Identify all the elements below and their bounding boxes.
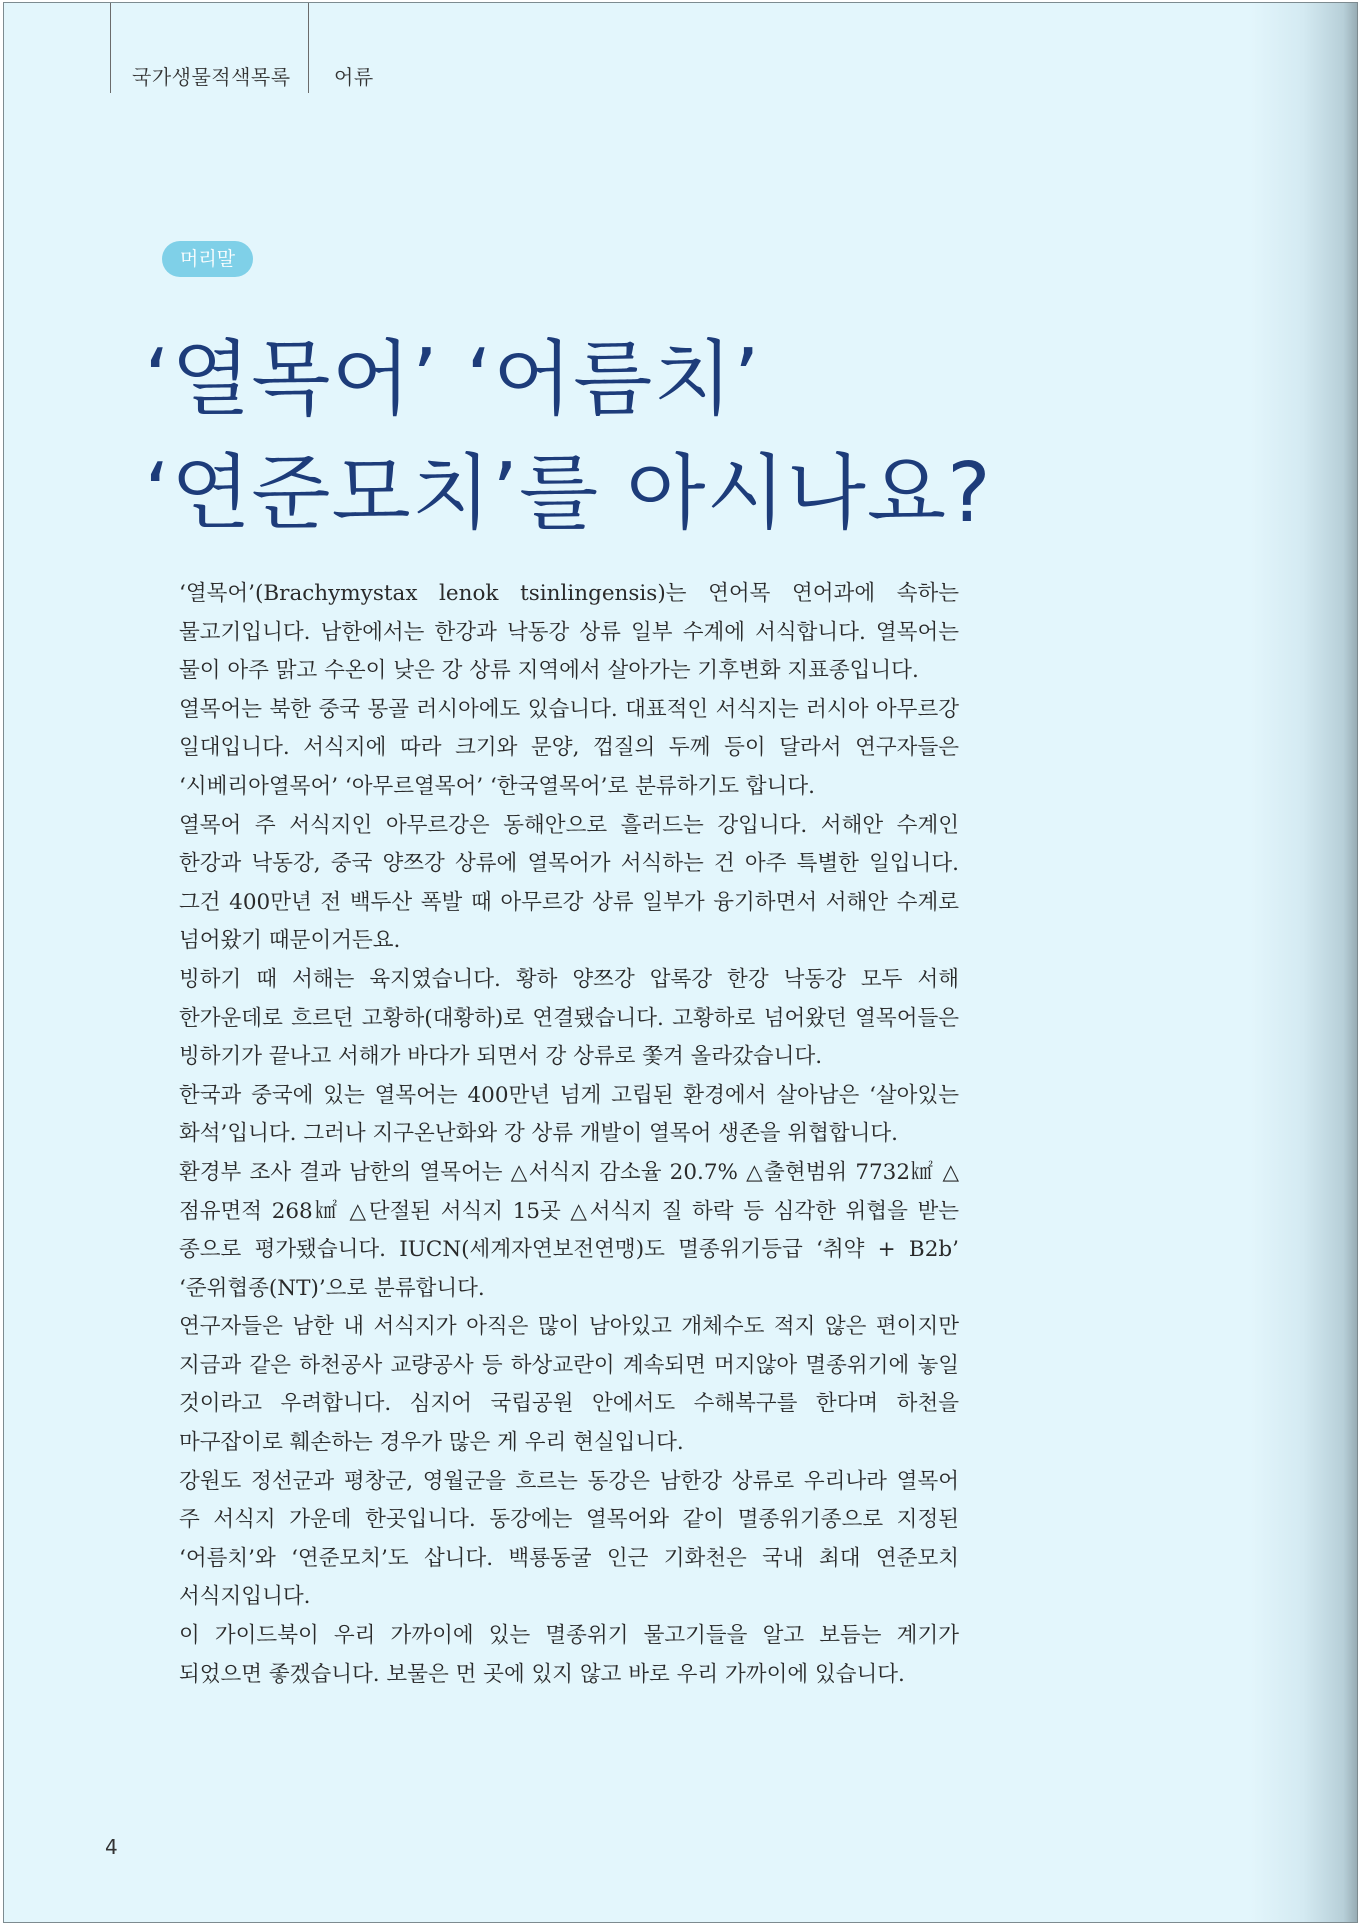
body-text: [179, 575, 959, 1694]
page-number: 4: [105, 1835, 118, 1859]
paragraph-2: 열목어는 북한 중국 몽골 러시아에도 있습니다. 대표적인 서식지는 러시아 아무르강 일대입니다. 서식지에 따라 크기와 문양, 껍질의 두께 등이 달라서 연구자들은 ‘시베리아열목어’ ‘아무르열목어’ ‘한국열목어’로 분류하기도 합니다.: [179, 696, 959, 799]
paragraph-1: ‘열목어’(Brachymystax lenok tsinlingensis)는 연어목 연어과에 속하는 물고기입니다. 남한에서는 한강과 낙동강 상류 일부 수계에 서식합니다. 열목어는 물이 아주 맑고 수온이 낮은 강 상류 지역에서 살아가는 기후변화 지표종입니다.: [179, 581, 959, 684]
paragraph-6: 환경부 조사 결과 남한의 열목어는 △서식지 감소율 20.7% △출현범위 7732㎢ △점유면적 268㎢ △단절된 서식지 15곳 △서식지 질 하락 등 심각한 위협을 받는 종으로 평가됐습니다. IUCN(세계자연보전연맹)도 멸종위기등급 ‘취약 + B2b’ ‘준위협종(NT)’으로 분류합니다.: [179, 1159, 959, 1301]
paragraph-9: 이 가이드북이 우리 가까이에 있는 멸종위기 물고기들을 알고 보듬는 계기가 되었으면 좋겠습니다. 보물은 먼 곳에 있지 않고 바로 우리 가까이에 있습니다.: [179, 1623, 959, 1687]
header-divider-right: [308, 3, 309, 93]
paragraph-8: 강원도 정선군과 평창군, 영월군을 흐르는 동강은 남한강 상류로 우리나라 열목어 주 서식지 가운데 한곳입니다. 동강에는 열목어와 같이 멸종위기종으로 지정된 ‘어름치’와 ‘연준모치’도 삽니다. 백룡동굴 인근 기화천은 국내 최대 연준모치 서식지입니다.: [179, 1468, 959, 1610]
header-category: 어류: [334, 65, 374, 89]
title-line-1: ‘열목어’ ‘어름치’: [144, 332, 761, 427]
page-title: [144, 323, 1244, 551]
header-divider-left: [110, 3, 111, 93]
title-line-2: ‘연준모치’를 아시나요?: [144, 446, 992, 541]
paragraph-4: 빙하기 때 서해는 육지였습니다. 황하 양쯔강 압록강 한강 낙동강 모두 서해 한가운데로 흐르던 고황하(대황하)로 연결됐습니다. 고황하로 넘어왔던 열목어들은 빙하기가 끝나고 서해가 바다가 되면서 강 상류로 쫓겨 올라갔습니다.: [179, 966, 959, 1070]
document-page: [3, 2, 1358, 1923]
paragraph-7: 연구자들은 남한 내 서식지가 아직은 많이 남아있고 개체수도 적지 않은 편이지만 지금과 같은 하천공사 교량공사 등 하상교란이 계속되면 머지않아 멸종위기에 놓일 것이라고 우려합니다. 심지어 국립공원 안에서도 수해복구를 한다며 하천을 마구잡이로 훼손하는 경우가 많은 게 우리 현실입니다.: [179, 1314, 959, 1456]
paragraph-3: 열목어 주 서식지인 아무르강은 동해안으로 흘러드는 강입니다. 서해안 수계인 한강과 낙동강, 중국 양쯔강 상류에 열목어가 서식하는 건 아주 특별한 일입니다. 그건 400만년 전 백두산 폭발 때 아무르강 상류 일부가 융기하면서 서해안 수계로 넘어왔기 때문이거든요.: [179, 812, 959, 954]
section-badge: 머리말: [162, 241, 253, 277]
header-series-title: 국가생물적색목록: [132, 65, 291, 89]
paragraph-5: 한국과 중국에 있는 열목어는 400만년 넘게 고립된 환경에서 살아남은 ‘살아있는 화석’입니다. 그러나 지구온난화와 강 상류 개발이 열목어 생존을 위협합니다.: [179, 1082, 959, 1147]
